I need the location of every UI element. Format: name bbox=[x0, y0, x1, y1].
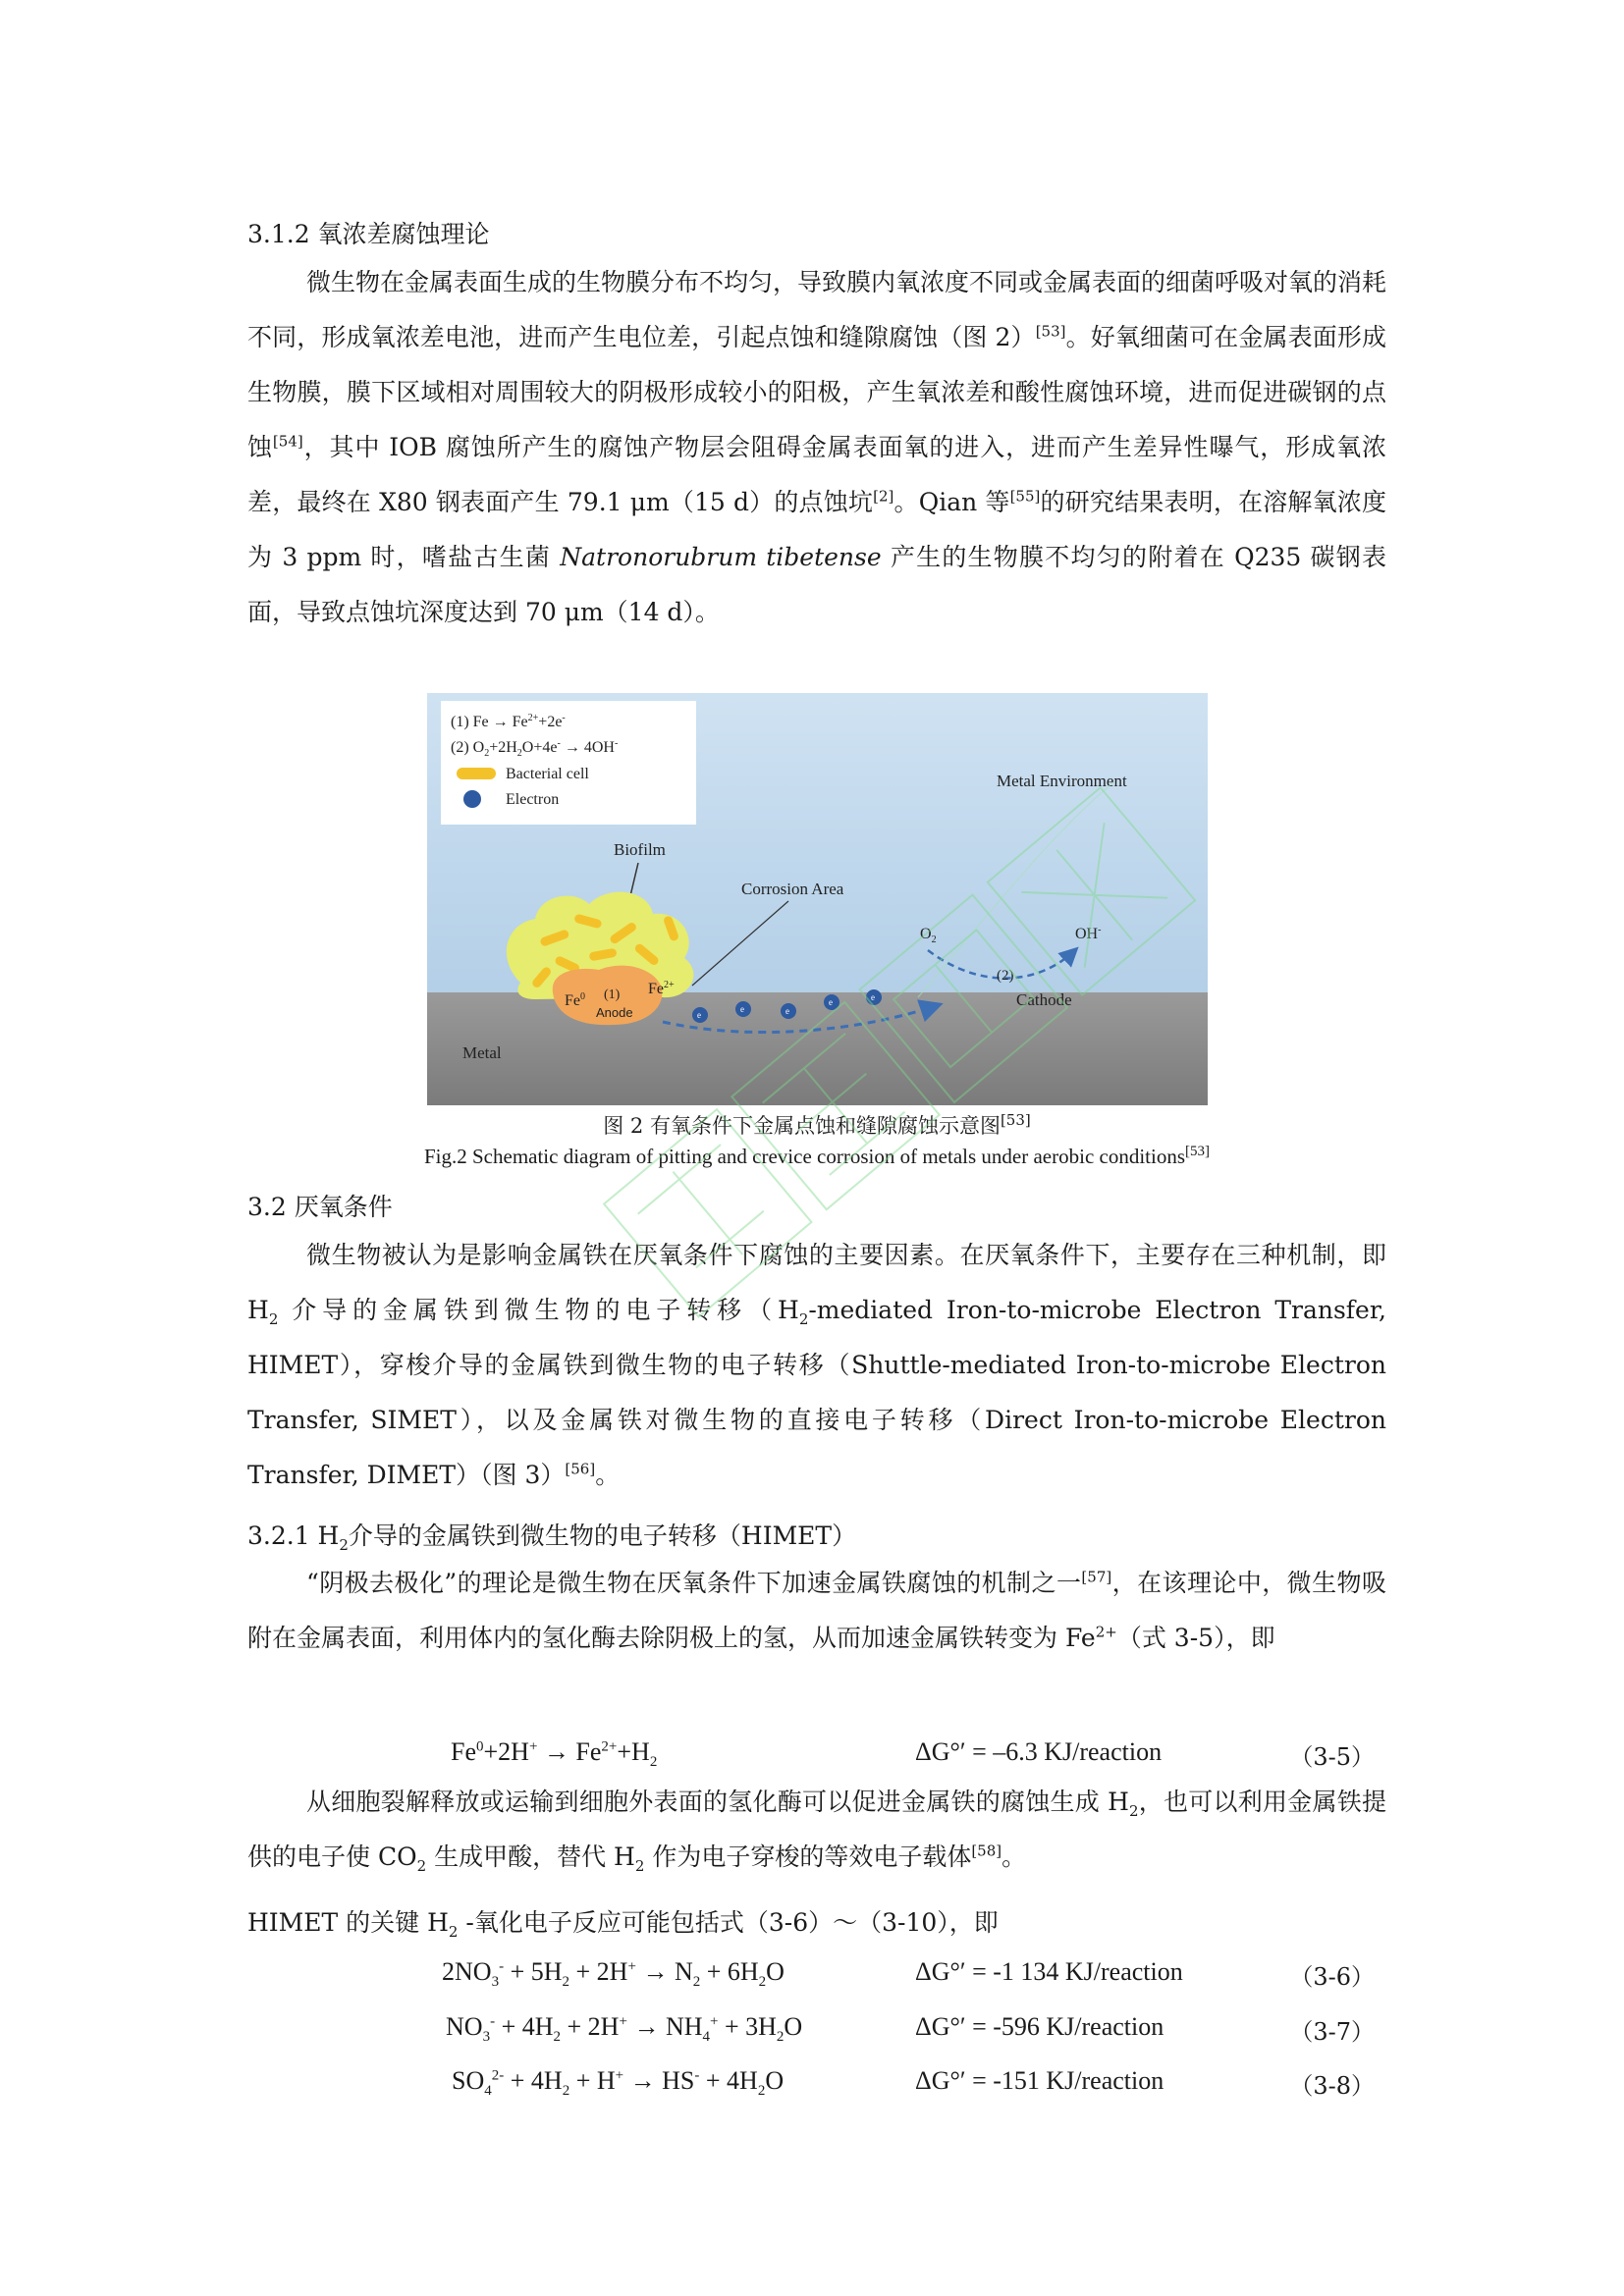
label-oh: OH- bbox=[1075, 925, 1102, 942]
label-o2: $O_2$ bbox=[920, 926, 937, 945]
equation-3-8: $SO_4^{2-} + 4H_2 + H^+ \to HS^- + 4H_2O$ ΔG°′ = -151 KJ/reaction （3-8） bbox=[452, 2066, 1375, 2100]
citation[interactable]: [55] bbox=[1009, 487, 1041, 506]
label-corrosion-area: Corrosion Area bbox=[741, 880, 844, 898]
figure-caption-en: Fig.2 Schematic diagram of pitting and crevice corrosion of metals under aerobic conditions[53] bbox=[423, 1144, 1211, 1168]
label-anode: Anode bbox=[596, 1005, 633, 1020]
electron-label: e bbox=[785, 1006, 789, 1016]
label-biofilm: Biofilm bbox=[614, 840, 666, 859]
citation[interactable]: [2] bbox=[873, 487, 894, 506]
label-step-2: (2) bbox=[997, 968, 1014, 984]
label-step-1: (1) bbox=[604, 988, 621, 1002]
figure-caption-cn: 图 2 有氧条件下金属点蚀和缝隙腐蚀示意图[53] bbox=[603, 1111, 1031, 1138]
bacterial-cell-icon bbox=[457, 768, 496, 779]
paragraph-oxygen-concentration: 微生物在金属表面生成的生物膜分布不均匀，导致膜内氧浓度不同或金属表面的细菌呼吸对氧的消耗不同，形成氧浓差电池，进而产生电位差，引起点蚀和缝隙腐蚀（图 2）[53]。好氧细菌可在金属表面形成生物膜，膜下区域相对周围较大的阴极形成较小的阳极，产生氧浓差和酸性腐蚀环境，进而促进碳钢的点蚀[54]，其中 IOB 腐蚀所产生的腐蚀产物层会阻碍金属表面氧的进入，进而产生差异性曝气，形成氧浓差，最终在 X80 钢表面产生 79.1 μm（15 d）的点蚀坑[2]。Qian 等[55]的研究结果表明，在溶解氧浓度为 3 ppm 时，嗜盐古生菌 Natronorubrum tibetense 产生的生物膜不均匀的附着在 Q235 碳钢表面，导致点蚀坑深度达到 70 μm（14 d）。 bbox=[247, 268, 1387, 626]
metal-substrate bbox=[427, 992, 1208, 1105]
paragraph-cathodic-depolarization: “阴极去极化”的理论是微生物在厌氧条件下加速金属铁腐蚀的机制之一[57]，在该理论中，微生物吸附在金属表面，利用体内的氢化酶去除阴极上的氢，从而加速金属铁转变为 $Fe^{2+}$（式 3-5），即 bbox=[247, 1568, 1386, 1652]
svg-text:(1) Fe → Fe2++2e-: (1) $Fe \to Fe^{2+}+2e^-$ bbox=[451, 713, 566, 730]
svg-text:(2) O2+2H2O+4e- → 4OH-: (2) $O_2+2H_2O+4e^- \to 4OH^-$ bbox=[451, 738, 619, 759]
citation[interactable]: [58] bbox=[971, 1842, 1002, 1860]
svg-text:Electron: Electron bbox=[506, 791, 560, 808]
citation[interactable]: [56] bbox=[565, 1460, 596, 1478]
electron-label: e bbox=[871, 992, 875, 1002]
label-fe0: Fe$^0$ bbox=[565, 991, 585, 1009]
paragraph-anaerobic: 微生物被认为是影响金属铁在厌氧条件下腐蚀的主要因素。在厌氧条件下，主要存在三种机制，即 $H_2$ 介导的金属铁到微生物的电子转移（$H_2$-mediated Iron-to-microbe Electron Transfer, HIMET），穿梭介导的金属铁到微生物的电子转移（Shuttle-mediated Iron-to-microbe Electron Transfer, SIMET），以及金属铁对微生物的直接电子转移（Direct Iron-to-microbe Electron Transfer, DIMET）（图 3）[56]。 bbox=[247, 1241, 1386, 1489]
citation[interactable]: [53] bbox=[1035, 322, 1066, 341]
electron-label: e bbox=[740, 1004, 744, 1014]
section-heading-3-2-1: 3.2.1 $H_2$介导的金属铁到微生物的电子转移（HIMET） bbox=[247, 1522, 857, 1554]
species-name: Natronorubrum tibetense bbox=[560, 543, 882, 571]
electron-label: e bbox=[829, 997, 833, 1007]
citation[interactable]: [54] bbox=[272, 432, 303, 451]
figure-2-corrosion-diagram bbox=[427, 693, 1208, 1105]
svg-text:Bacterial cell: Bacterial cell bbox=[506, 766, 589, 782]
paragraph-hydrogenase: 从细胞裂解释放或运输到细胞外表面的氢化酶可以促进金属铁的腐蚀生成 $H_2$，也可以利用金属铁提供的电子使 $CO_2$ 生成甲酸，替代 $H_2$ 作为电子穿梭的等效电子载体[58]。 bbox=[247, 1788, 1386, 1875]
citation[interactable]: [57] bbox=[1081, 1568, 1112, 1586]
section-heading-3-2: 3.2 厌氧条件 bbox=[247, 1193, 393, 1221]
electron-icon bbox=[463, 790, 481, 808]
label-fe2: $Fe^{2+}$ bbox=[648, 980, 675, 997]
label-metal: Metal bbox=[462, 1043, 502, 1062]
paragraph-himet-intro: HIMET 的关键 $H_2$ -氧化电子反应可能包括式（3-6）～（3-10），即 bbox=[247, 1908, 999, 1941]
equation-3-7: $NO_3^- + 4H_2 + 2H^+ \to NH_4^+ + 3H_2O$ ΔG°′ = -596 KJ/reaction （3-7） bbox=[446, 2012, 1375, 2046]
legend bbox=[441, 701, 696, 825]
equation-3-5: $Fe^0+2H^+ \to Fe^{2+}+H_2$ ΔG°′ = –6.3 KJ/reaction （3-5） bbox=[451, 1737, 1375, 1771]
equation-3-6: $2NO_3^- + 5H_2 + 2H^+ \to N_2 + 6H_2O$ ΔG°′ = -1 134 KJ/reaction （3-6） bbox=[442, 1957, 1375, 1991]
label-metal-environment: Metal Environment bbox=[997, 772, 1127, 790]
section-heading-3-1-2: 3.1.2 氧浓差腐蚀理论 bbox=[247, 220, 490, 248]
electron-label: e bbox=[697, 1010, 701, 1020]
label-cathode: Cathode bbox=[1016, 990, 1072, 1009]
